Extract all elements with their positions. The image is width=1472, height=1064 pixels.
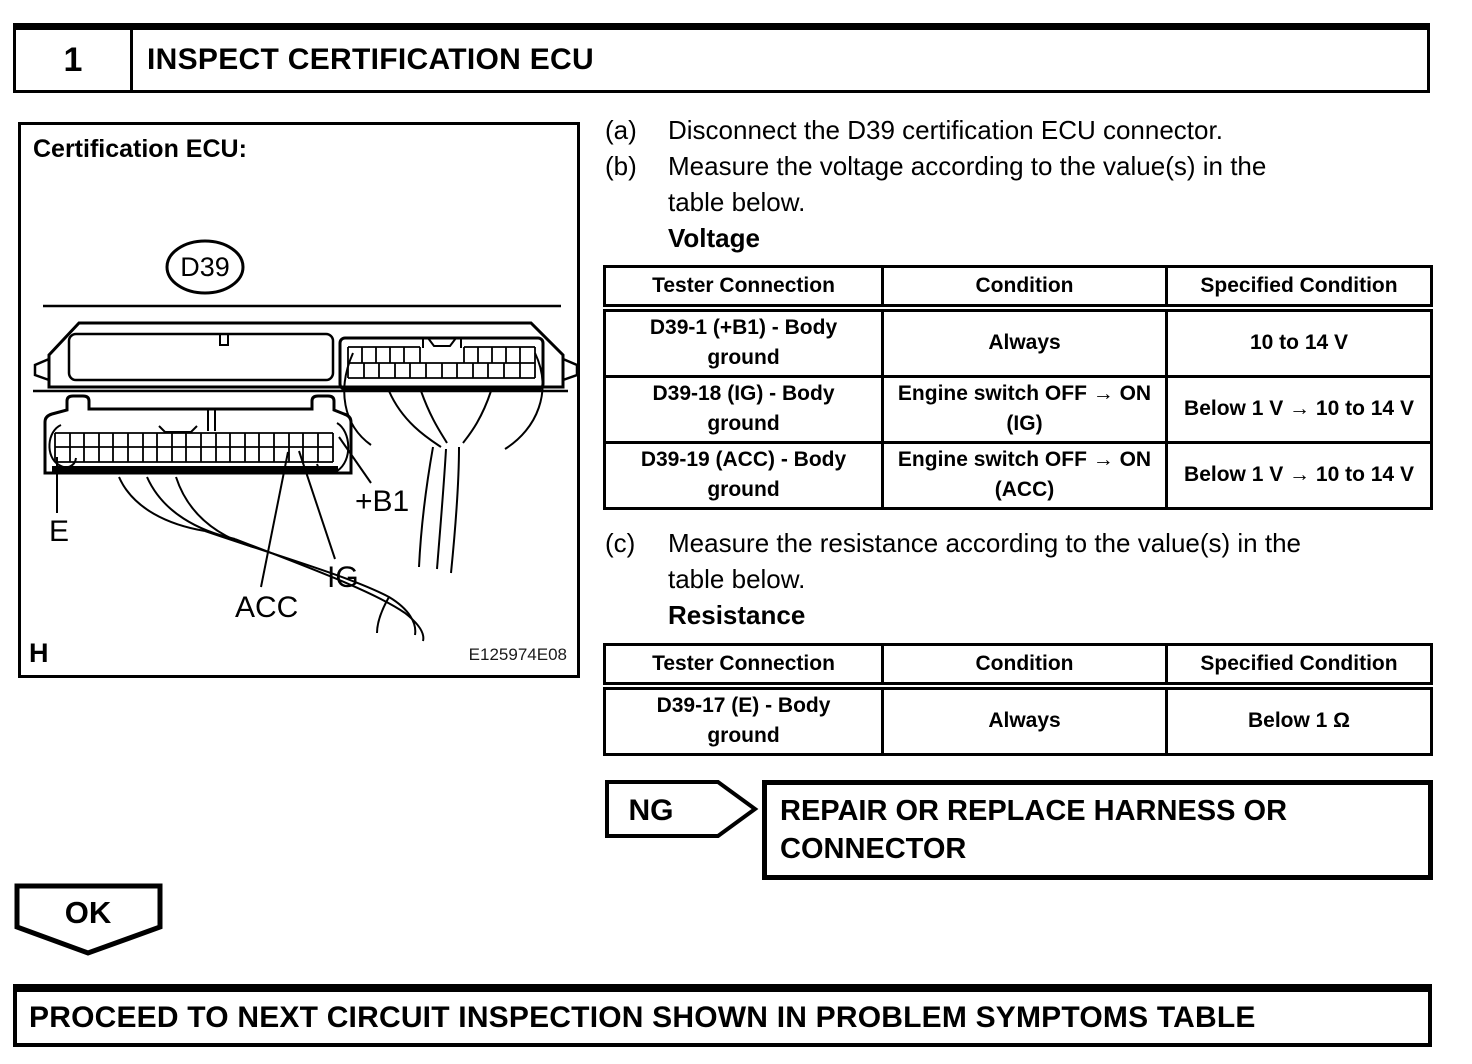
table-row [605, 442, 1432, 508]
ng-arrow-shape [605, 780, 759, 838]
pin-acc-label: ACC [235, 591, 299, 624]
cell-condition: Always [883, 686, 1167, 754]
cell-specified: Below 1 V → 10 to 14 V [1167, 376, 1432, 442]
step-c [605, 525, 1301, 633]
ng-label: NG [628, 794, 674, 827]
pin-ig-label: IG [327, 561, 359, 594]
pin-b1-leader [339, 437, 371, 483]
ecu-connector-drawing [21, 125, 577, 675]
step-a-text: Disconnect the D39 certification ECU connector. [668, 115, 1223, 145]
step-b-line2: table below. [668, 187, 806, 217]
step-b [605, 148, 1266, 256]
step-a [605, 112, 1223, 148]
voltage-subtitle: Voltage [668, 223, 760, 253]
ng-action-box [762, 780, 1433, 880]
proceed-text: PROCEED TO NEXT CIRCUIT INSPECTION SHOWN IN PROBLEM SYMPTOMS TABLE [29, 1000, 1256, 1034]
ecu-rear-view [35, 323, 577, 573]
connector-figure [18, 122, 580, 678]
ok-label: OK [64, 895, 112, 930]
col-header-tester-connection: Tester Connection [605, 267, 883, 309]
proceed-bar [13, 984, 1432, 1047]
step-c-label: (c) [605, 528, 636, 558]
ng-arrow [605, 780, 759, 843]
resistance-table [603, 643, 1433, 756]
cell-specified: 10 to 14 V [1167, 308, 1432, 376]
figure-title: Certification ECU: [33, 135, 247, 163]
cell-connection: D39-19 (ACC) - Body ground [605, 442, 883, 508]
step-header [13, 23, 1430, 93]
cell-condition: Engine switch OFF → ON (ACC) [883, 442, 1167, 508]
voltage-table [603, 265, 1433, 510]
step-number: 1 [16, 30, 133, 90]
table-header-row [605, 645, 1432, 687]
cell-condition: Engine switch OFF → ON (IG) [883, 376, 1167, 442]
pin-b1-label: +B1 [355, 485, 410, 518]
ng-action-line2: CONNECTOR [780, 833, 967, 865]
step-b-line1: Measure the voltage according to the value(s) in the [668, 151, 1267, 181]
col-header-condition: Condition [883, 645, 1167, 687]
cell-specified: Below 1 Ω [1167, 686, 1432, 754]
cell-specified: Below 1 V → 10 to 14 V [1167, 442, 1432, 508]
step-a-label: (a) [605, 115, 637, 145]
step-b-label: (b) [605, 151, 637, 181]
table-row [605, 308, 1432, 376]
cell-connection: D39-17 (E) - Body ground [605, 686, 883, 754]
table-row [605, 686, 1432, 754]
ok-arrow [14, 883, 164, 962]
step-c-line2: table below. [668, 564, 806, 594]
step-title: INSPECT CERTIFICATION ECU [147, 43, 594, 76]
connector-id-label: D39 [180, 252, 230, 282]
ng-action-line1: REPAIR OR REPLACE HARNESS OR [780, 795, 1288, 827]
col-header-condition: Condition [883, 267, 1167, 309]
figure-code: E125974E08 [468, 645, 567, 664]
pin-callouts [57, 437, 371, 587]
step-c-line1: Measure the resistance according to the value(s) in the [668, 528, 1302, 558]
col-header-specified-condition: Specified Condition [1167, 645, 1432, 687]
col-header-tester-connection: Tester Connection [605, 645, 883, 687]
col-header-specified-condition: Specified Condition [1167, 267, 1432, 309]
table-header-row [605, 267, 1432, 309]
cell-connection: D39-18 (IG) - Body ground [605, 376, 883, 442]
resistance-subtitle: Resistance [668, 600, 806, 630]
cell-condition: Always [883, 308, 1167, 376]
pin-e-label: E [49, 515, 70, 548]
figure-corner-letter: H [29, 638, 49, 668]
table-row [605, 376, 1432, 442]
ok-arrow-shape [14, 883, 164, 957]
cell-connection: D39-1 (+B1) - Body ground [605, 308, 883, 376]
